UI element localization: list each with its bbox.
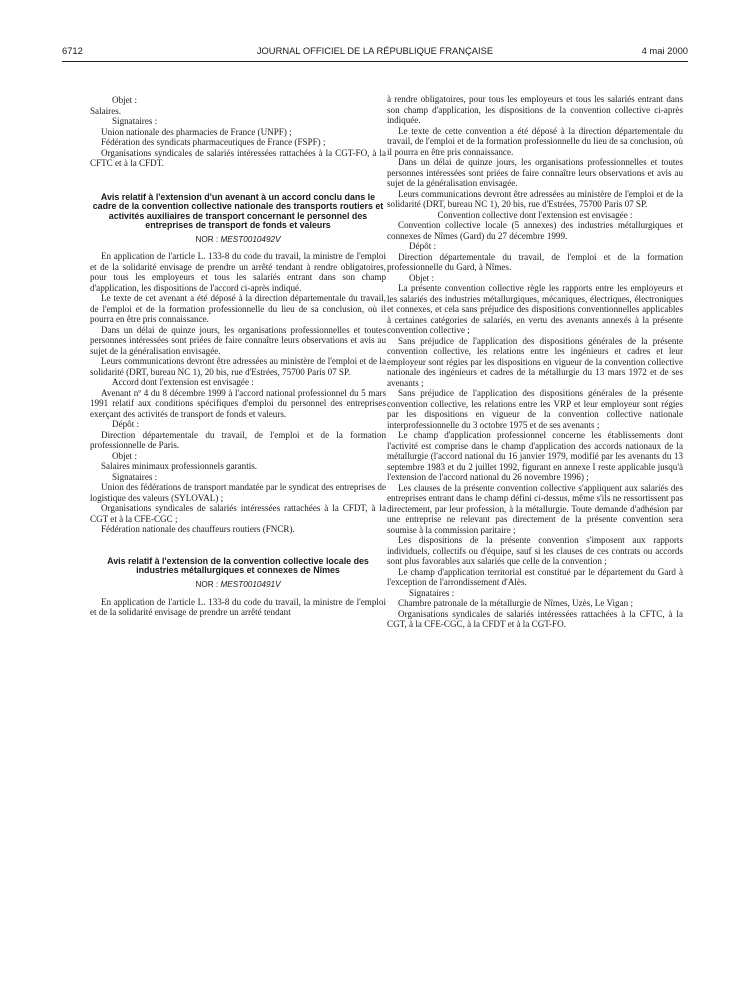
right-column xyxy=(387,94,683,630)
paragraph: à rendre obligatoires, pour tous les employeurs et tous les salariés entrant dans son champ d'application, les dispositions de la convention collective ci-après indiquée. xyxy=(387,94,683,125)
depot-value: Direction départementale du travail, de l'emploi et de la formation professionnelle de Paris. xyxy=(90,429,386,451)
signataire-item: Fédération des syndicats pharmaceutiques de France (FSPF) ; xyxy=(101,137,326,147)
nor-code: MEST0010492V xyxy=(220,234,281,244)
accord-label: Accord dont l'extension est envisagée : xyxy=(112,377,254,388)
page-number: 6712 xyxy=(62,45,83,56)
objet-paragraph: Les dispositions de la présente convention s'imposent aux rapports individuels, collectifs ou d'équipe, sauf si les clauses de ces contrats ou accords sont plus favorables aux salariés que celle de la convention ; xyxy=(387,535,683,566)
objet-value: Salaires. xyxy=(90,105,122,116)
issue-date: 4 mai 2000 xyxy=(641,45,688,56)
accord-value: Avenant nº 4 du 8 décembre 1999 à l'accord national professionnel du 5 mars 1991 relatif aux conditions spécifiques d'emploi du personnel des entreprises exerçant des activités de transport de fonds et valeurs. xyxy=(90,387,386,419)
objet-label: Objet : xyxy=(112,450,138,461)
paragraph: Le texte de cette convention a été déposé à la direction départementale du travail, de l'emploi et de la formation professionnelle du lieu de sa conclusion, où il pourra en être pris connaissance. xyxy=(387,125,683,157)
paragraph: En application de l'article L. 133-8 du code du travail, la ministre de l'emploi et de la solidarité envisage de prendre un arrêté tendant à rendre obligatoires, pour tous les employeurs et tous les salariés entrant dans son champ d'application, les dispositions de l'accord ci-après indiqué. xyxy=(90,251,386,293)
signataire-item: Fédération nationale des chauffeurs routiers (FNCR). xyxy=(101,524,295,535)
signataire-item: Union des fédérations de transport mandatée par le syndicat des entreprises de logistique des valeurs (SYLOVAL) ; xyxy=(90,482,386,503)
objet-label: Objet : xyxy=(409,272,435,283)
signataire-item: Union nationale des pharmacies de France (UNPF) ; xyxy=(101,126,292,137)
journal-title: JOURNAL OFFICIEL DE LA RÉPUBLIQUE FRANÇAISE xyxy=(256,45,494,56)
objet-paragraph: Le champ d'application professionnel concerne les établissements dont l'activité est comprise dans le champ d'application des accords nationaux de la métallurgie (l'accord national du 16 janvier 1979, modifié par les avenants du 13 septembre 1983 et du 2 juillet 1992, figurant en annexe I reste applicable jusqu'à l'extension de l'accord national du 26 novembre 1996) ; xyxy=(387,430,683,482)
signataire-item: Organisations syndicales de salariés intéressées rattachées à la CGT-FO, à la CFTC et à la CFDT. xyxy=(90,147,386,168)
avis-title: Avis relatif à l'extension d'un avenant à un accord conclu dans le cadre de la convention collective nationale des transports routiers et activités auxiliaires de transport concernant le personnel des entreprises de transport de fonds et valeurs xyxy=(92,191,384,231)
paragraph: Dans un délai de quinze jours, les organisations professionnelles et toutes personnes intéressées sont priées de faire connaître leurs observations et avis au sujet de la généralisation envisagée. xyxy=(387,157,683,188)
page-header xyxy=(62,45,688,59)
depot-label: Dépôt : xyxy=(112,419,140,430)
signataires-label: Signataires : xyxy=(112,471,158,482)
signataire-item: Organisations syndicales de salariés intéressées rattachées à la CFDT, à la CGT et à la CFE-CGC ; xyxy=(90,503,386,524)
nor-code: MEST0010491V xyxy=(220,580,281,590)
nor-label: NOR : xyxy=(195,580,219,590)
avis-title: Avis relatif à l'extension de la convention collective locale des industries métallurgiques et connexes de Nîmes xyxy=(107,555,369,576)
paragraph: Dans un délai de quinze jours, les organisations professionnelles et toutes personnes intéressées sont priées de faire connaître leurs observations et avis au sujet de la généralisation envisagée. xyxy=(90,324,386,356)
objet-paragraph: Sans préjudice de l'application des dispositions générales de la présente convention collective, les relations entre les ingénieurs et cadres et leur employeur sont régies par les dispositions en vigueur de la convention collective nationale des ingénieurs et cadres de la métallurgie du 13 mars 1972 et de ses avenants ; xyxy=(387,335,683,388)
signataires-label: Signataires : xyxy=(112,116,158,126)
objet-label: Objet : xyxy=(112,95,138,105)
signataire-item: Chambre patronale de la métallurgie de Nîmes, Uzès, Le Vigan ; xyxy=(398,598,633,608)
objet-paragraph: Sans préjudice de l'application des dispositions générales de la présente convention collective, les relations entre les VRP et leur employeur sont régies par les dispositions en vigueur de la convention collective nationale interprofessionnelle du 3 octobre 1975 et de ses avenants ; xyxy=(387,388,683,430)
objet-paragraph: Les clauses de la présente convention collective s'appliquent aux salariés des entreprises entrant dans le champ défini ci-dessus, même s'ils ne ressortissent pas directement, par leur profession, à la métallurgie. Toute demande d'adhésion par une entreprise ne relevant pas directement de la présente convention sera soumise à la commission paritaire ; xyxy=(387,482,683,535)
paragraph: Leurs communications devront être adressées au ministère de l'emploi et de la solidarité (DRT, bureau NC 1), 20 bis, rue d'Estrées, 75700 Paris 07 SP. xyxy=(387,188,683,209)
convention-value: Convention collective locale (5 annexes) des industries métallurgiques et connexes de Nîmes (Gard) du 27 décembre 1999. xyxy=(387,220,683,241)
depot-label: Dépôt : xyxy=(409,241,437,251)
paragraph: Leurs communications devront être adressées au ministère de l'emploi et de la solidarité (DRT, bureau NC 1), 20 bis, rue d'Estrées, 75700 Paris 07 SP. xyxy=(90,356,386,377)
nor-reference xyxy=(90,580,386,591)
header-rule xyxy=(62,61,688,62)
convention-label: Convention collective dont l'extension est envisagée : xyxy=(437,209,633,220)
paragraph: En application de l'article L. 133-8 du code du travail, la ministre de l'emploi et de la solidarité envisage de prendre un arrêté tendant xyxy=(90,596,386,618)
depot-value: Direction départementale du travail, de l'emploi et de la formation professionnelle du Gard, à Nîmes. xyxy=(387,251,683,272)
nor-label: NOR : xyxy=(195,234,219,244)
objet-paragraph: Le champ d'application territorial est constitué par le département du Gard à l'exception de l'arrondissement d'Alès. xyxy=(387,566,683,587)
objet-paragraph: La présente convention collective règle les rapports entre les employeurs et les salariés des industries métallurgiques, mécaniques, électriques, électroniques et connexes, et cela sans préjudice des dispositions conventionnelles applicables à certaines catégories de salariés, en vertu des avenants annexés à la présente convention collective ; xyxy=(387,283,683,335)
objet-value: Salaires minimaux professionnels garantis. xyxy=(101,461,258,472)
paragraph: Le texte de cet avenant a été déposé à la direction départementale du travail, de l'emploi et de la formation professionnelle du lieu de sa conclusion, où il pourra en être pris connaissance. xyxy=(90,293,386,325)
left-column xyxy=(90,95,386,618)
nor-reference xyxy=(90,235,386,246)
signataires-label: Signataires : xyxy=(409,587,455,598)
signataire-item: Organisations syndicales de salariés intéressées rattachées à la CFTC, à la CGT, à la CFE-CGC, à la CFDT et à la CGT-FO. xyxy=(387,608,683,629)
